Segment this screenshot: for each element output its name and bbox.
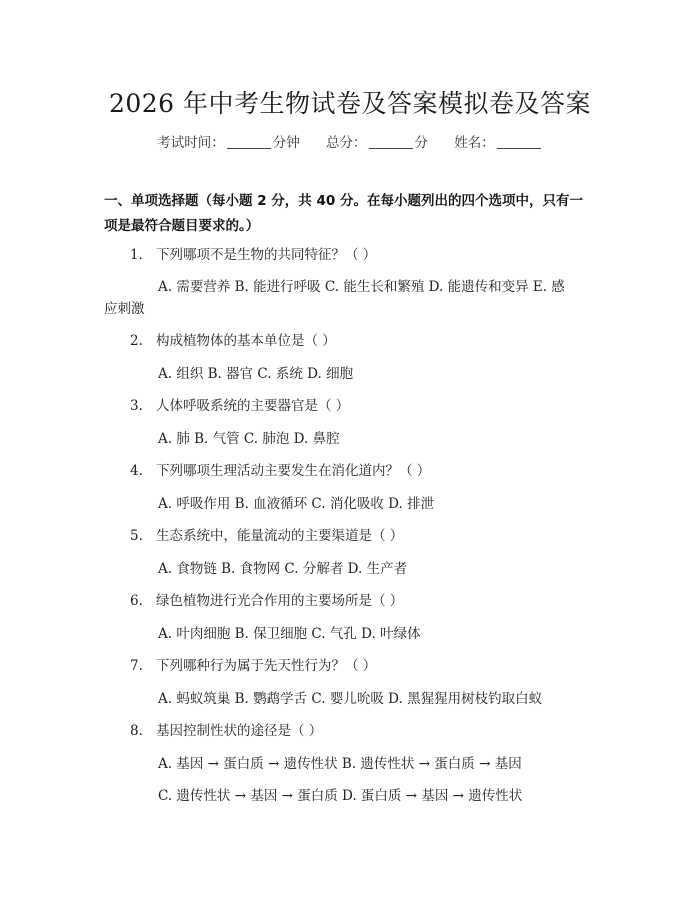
question-5: 5. 生态系统中，能量流动的主要渠道是（ ） bbox=[104, 525, 596, 547]
question-2-options: A. 组织 B. 器官 C. 系统 D. 细胞 bbox=[158, 366, 354, 382]
question-text: 下列哪项不是生物的共同特征？（ ） bbox=[156, 247, 377, 263]
question-8: 8. 基因控制性状的途径是（ ） bbox=[104, 720, 596, 742]
question-text: 下列哪项生理活动主要发生在消化道内？（ ） bbox=[156, 463, 431, 479]
name-field: 姓名： bbox=[454, 135, 543, 151]
question-4: 4. 下列哪项生理活动主要发生在消化道内？（ ） bbox=[104, 460, 596, 482]
question-1-options: A. 需要营养 B. 能进行呼吸 C. 能生长和繁殖 D. 能遗传和变异 E. 感 应刺激 bbox=[104, 279, 565, 317]
question-2: 2. 构成植物体的基本单位是（ ） bbox=[104, 330, 596, 352]
question-list bbox=[104, 244, 596, 817]
question-text: 生态系统中，能量流动的主要渠道是（ ） bbox=[156, 528, 404, 544]
score-field: 总分： 分 bbox=[326, 135, 428, 151]
question-4-options: A. 呼吸作用 B. 血液循环 C. 消化吸收 D. 排泄 bbox=[158, 496, 435, 512]
score-blank bbox=[369, 136, 413, 149]
question-text: 构成植物体的基本单位是（ ） bbox=[156, 333, 336, 349]
exam-meta bbox=[0, 131, 700, 151]
question-8-options: A. 基因 → 蛋白质 → 遗传性状 B. 遗传性状 → 蛋白质 → 基因 C. 遗传性状 → 基因 → 蛋白质 D. 蛋白质 → 基因 → 遗传性状 bbox=[158, 756, 523, 804]
question-text: 人体呼吸系统的主要器官是（ ） bbox=[156, 398, 350, 414]
question-text: 基因控制性状的途径是（ ） bbox=[156, 723, 323, 739]
name-blank bbox=[497, 136, 541, 149]
time-blank bbox=[227, 136, 271, 149]
question-6-options: A. 叶肉细胞 B. 保卫细胞 C. 气孔 D. 叶绿体 bbox=[158, 626, 421, 642]
question-text: 下列哪种行为属于先天性行为？（ ） bbox=[156, 658, 377, 674]
question-3: 3. 人体呼吸系统的主要器官是（ ） bbox=[104, 395, 596, 417]
section-heading: 一、单项选择题（每小题 2 分，共 40 分。在每小题列出的四个选项中，只有一项是最符合题目要求的。） bbox=[104, 193, 583, 234]
question-5-options: A. 食物链 B. 食物网 C. 分解者 D. 生产者 bbox=[158, 561, 408, 577]
time-field: 考试时间： 分钟 bbox=[157, 135, 300, 151]
question-7: 7. 下列哪种行为属于先天性行为？（ ） bbox=[104, 655, 596, 677]
page-title: 2026 年中考生物试卷及答案模拟卷及答案 bbox=[108, 89, 592, 118]
question-6: 6. 绿色植物进行光合作用的主要场所是（ ） bbox=[104, 590, 596, 612]
question-text: 绿色植物进行光合作用的主要场所是（ ） bbox=[156, 593, 404, 609]
question-3-options: A. 肺 B. 气管 C. 肺泡 D. 鼻腔 bbox=[158, 431, 340, 447]
question-7-options: A. 蚂蚁筑巢 B. 鹦鹉学舌 C. 婴儿吮吸 D. 黑猩猩用树枝钓取白蚁 bbox=[158, 691, 543, 707]
question-1: 1. 下列哪项不是生物的共同特征？（ ） bbox=[104, 244, 596, 266]
